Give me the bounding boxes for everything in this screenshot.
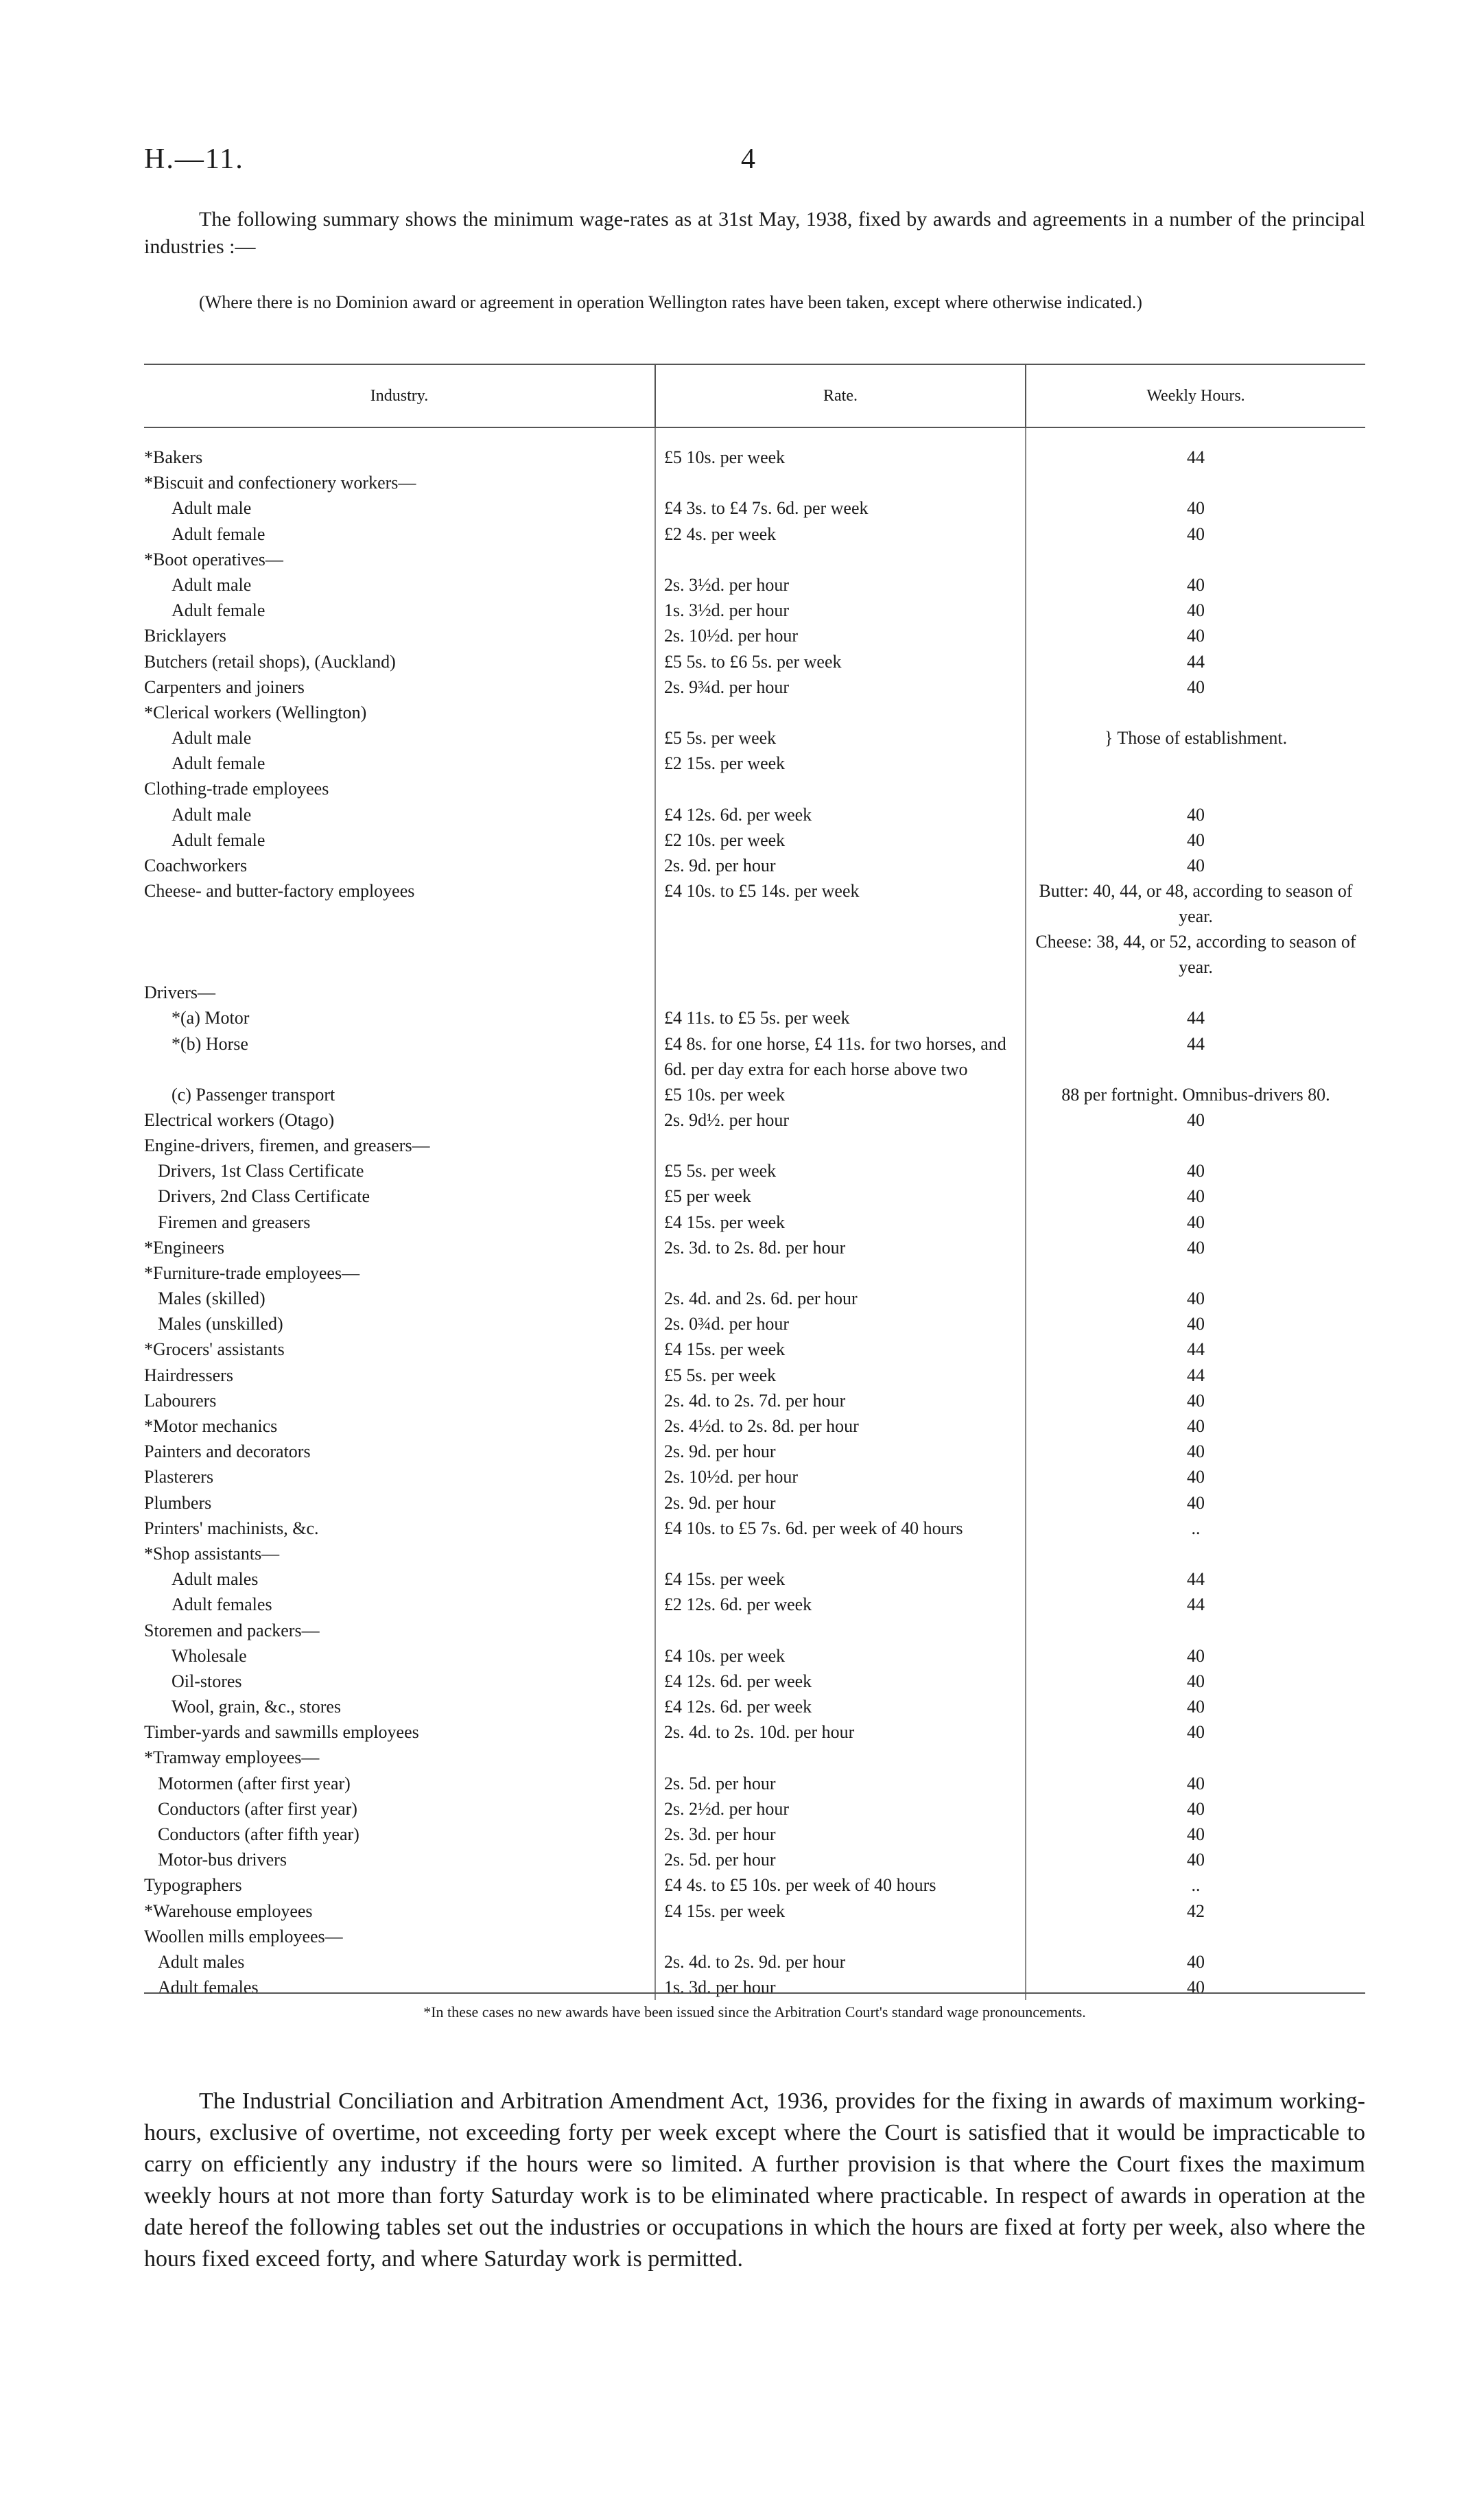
rate-cell: 2s. 9d. per hour: [655, 1490, 1026, 1516]
table-row: [144, 1592, 1365, 1617]
hours-cell: 40: [1187, 1109, 1205, 1130]
hours-cell: 40: [1187, 626, 1205, 646]
rate-cell: 2s. 9¾d. per hour: [655, 674, 1026, 700]
industry-cell: Adult females: [158, 1977, 259, 1998]
rate-cell: 2s. 3d. to 2s. 8d. per hour: [655, 1235, 1026, 1260]
rate-cell: £5 per week: [655, 1184, 1026, 1209]
industry-cell: Drivers, 1st Class Certificate: [158, 1161, 364, 1181]
table-body: [144, 427, 1365, 2000]
rate-cell: 2s. 2½d. per hour: [655, 1796, 1026, 1822]
rate-cell: £4 12s. 6d. per week: [655, 802, 1026, 827]
table-header-row: [144, 364, 1365, 427]
table-row: [144, 1235, 1365, 1260]
hours-cell: 44: [1187, 1339, 1205, 1360]
table-row: [144, 572, 1365, 598]
hours-cell: [1026, 700, 1365, 725]
table-row: [144, 1464, 1365, 1489]
wage-rates-table: [144, 364, 1365, 2000]
rate-cell: 2s. 3d. per hour: [655, 1822, 1026, 1847]
rate-cell: 2s. 5d. per hour: [655, 1771, 1026, 1796]
hours-cell: [1026, 1260, 1365, 1286]
industry-cell: *(b) Horse: [172, 1033, 248, 1054]
rate-cell: £4 4s. to £5 10s. per week of 40 hours: [655, 1872, 1026, 1898]
industry-cell: Storemen and packers—: [144, 1620, 320, 1640]
footnote-rule: [144, 1992, 1365, 1994]
hours-cell: 40: [1187, 1850, 1205, 1870]
rate-cell: 1s. 3d. per hour: [655, 1975, 1026, 2000]
industry-cell: *Warehouse employees: [144, 1900, 313, 1921]
industry-cell: Adult male: [172, 728, 252, 749]
industry-cell: Bricklayers: [144, 626, 226, 646]
industry-cell: Hairdressers: [144, 1365, 233, 1385]
hours-cell: 40: [1187, 523, 1205, 544]
hours-cell: 44: [1187, 1569, 1205, 1590]
table-row: [144, 1184, 1365, 1209]
industry-cell: *Boot operatives—: [144, 549, 283, 569]
table-row: [144, 1898, 1365, 1924]
industry-cell: Conductors (after first year): [158, 1798, 357, 1819]
industry-cell: *Grocers' assistants: [144, 1339, 285, 1360]
hours-cell: [1026, 547, 1365, 572]
hours-cell: ..: [1191, 1518, 1201, 1538]
industry-cell: Printers' machinists, &c.: [144, 1518, 319, 1538]
industry-cell: Wool, grain, &c., stores: [172, 1697, 342, 1717]
industry-cell: Oil-stores: [172, 1671, 242, 1691]
industry-cell: Firemen and greasers: [158, 1212, 311, 1232]
table-row: [144, 827, 1365, 853]
table-row: [144, 1771, 1365, 1796]
header-hours: Weekly Hours.: [1026, 364, 1365, 427]
table-row: [144, 853, 1365, 878]
hours-cell: 40: [1187, 1416, 1205, 1436]
hours-cell: 44: [1187, 447, 1205, 467]
industry-cell: Adult male: [172, 574, 252, 595]
rate-cell: 1s. 3½d. per hour: [655, 598, 1026, 623]
hours-cell: 40: [1187, 1314, 1205, 1334]
industry-cell: Butchers (retail shops), (Auckland): [144, 651, 396, 672]
rate-cell: 2s. 5d. per hour: [655, 1847, 1026, 1872]
table-row: [144, 1745, 1365, 1770]
hours-cell: Butter: 40, 44, or 48, according to season of year.: [1039, 881, 1353, 927]
hours-cell: 40: [1187, 1186, 1205, 1207]
table-row: [144, 1643, 1365, 1669]
hours-cell: 88 per fortnight. Omnibus-drivers 80.: [1061, 1084, 1330, 1105]
table-row: [144, 495, 1365, 521]
rate-cell: [655, 1541, 1026, 1566]
table-row: [144, 776, 1365, 801]
rate-cell: £4 8s. for one horse, £4 11s. for two horses, and 6d. per day extra for each horse above two: [655, 1031, 1026, 1082]
industry-cell: Adult female: [172, 523, 266, 544]
rate-cell: £5 5s. per week: [655, 725, 1026, 751]
industry-cell: *Shop assistants—: [144, 1543, 280, 1564]
table-row: [144, 427, 1365, 470]
table-row: [144, 1082, 1365, 1107]
rate-cell: £4 10s. per week: [655, 1643, 1026, 1669]
industry-cell: Electrical workers (Otago): [144, 1109, 335, 1130]
table-row: [144, 1005, 1365, 1031]
hours-cell: 40: [1187, 1492, 1205, 1513]
industry-cell: Adult females: [172, 1594, 272, 1615]
hours-cell: 40: [1187, 574, 1205, 595]
industry-cell: Typographers: [144, 1875, 242, 1896]
rate-cell: £2 10s. per week: [655, 827, 1026, 853]
hours-cell: [1026, 776, 1365, 801]
footnote: *In these cases no new awards have been issued since the Arbitration Court's standard wage pronouncements.: [423, 2003, 1086, 2021]
table-row: [144, 1975, 1365, 2000]
industry-cell: Woollen mills employees—: [144, 1926, 343, 1946]
hours-cell: 40: [1187, 1645, 1205, 1666]
hours-cell: 40: [1187, 1161, 1205, 1181]
industry-cell: *Clerical workers (Wellington): [144, 702, 367, 722]
table-row: [144, 878, 1365, 929]
rate-cell: [655, 980, 1026, 1005]
hours-cell: 40: [1187, 498, 1205, 519]
table-row: [144, 1336, 1365, 1362]
rate-cell: [655, 929, 1026, 980]
rate-cell: 2s. 4½d. to 2s. 8d. per hour: [655, 1413, 1026, 1439]
table-row: [144, 1439, 1365, 1464]
rate-cell: £4 15s. per week: [655, 1210, 1026, 1235]
rate-cell: £4 15s. per week: [655, 1898, 1026, 1924]
rate-cell: £4 3s. to £4 7s. 6d. per week: [655, 495, 1026, 521]
industry-cell: Adult female: [172, 600, 266, 621]
rate-cell: 2s. 9d. per hour: [655, 853, 1026, 878]
table-row: [144, 1286, 1365, 1311]
industry-cell: Males (unskilled): [158, 1314, 283, 1334]
rate-cell: 2s. 4d. and 2s. 6d. per hour: [655, 1286, 1026, 1311]
rate-cell: £5 10s. per week: [655, 1082, 1026, 1107]
industry-cell: Adult male: [172, 804, 252, 825]
rate-cell: [655, 547, 1026, 572]
hours-cell: 44: [1187, 651, 1205, 672]
table-row: [144, 1158, 1365, 1184]
table-row: [144, 674, 1365, 700]
table-row: [144, 1719, 1365, 1745]
industry-cell: *Motor mechanics: [144, 1416, 278, 1436]
industry-cell: Adult female: [172, 753, 266, 774]
table-row: [144, 1669, 1365, 1694]
hours-cell: 40: [1187, 1441, 1205, 1462]
document-reference: H.—11.: [144, 143, 244, 175]
industry-cell: Clothing-trade employees: [144, 779, 329, 799]
industry-cell: [144, 929, 655, 980]
table-row: [144, 598, 1365, 623]
table-row: [144, 1516, 1365, 1541]
rate-cell: [655, 1260, 1026, 1286]
table-row: [144, 470, 1365, 495]
table-row: [144, 521, 1365, 547]
table-row: [144, 1311, 1365, 1336]
industry-cell: Conductors (after fifth year): [158, 1824, 359, 1844]
industry-cell: *Biscuit and confectionery workers—: [144, 473, 416, 493]
table-row: [144, 1618, 1365, 1643]
industry-cell: (c) Passenger transport: [172, 1084, 335, 1105]
rate-cell: [655, 1745, 1026, 1770]
rate-cell: 2s. 9d½. per hour: [655, 1107, 1026, 1133]
industry-cell: Carpenters and joiners: [144, 676, 305, 697]
act-paragraph: The Industrial Conciliation and Arbitration Amendment Act, 1936, provides for the fixing in awards of maximum working-hours, exclusive of overtime, not exceeding forty per week except where the Court is satisfied that it would be impracticable to carry on efficiently any industry if the hours were so limited. A further provision is that where the Court fixes the maximum weekly hours at not more than forty Saturday work is to be eliminated where practicable. In respect of awards in operation at the date hereof the following tables set out the industries or occupations in which the hours are fixed at forty per week, also where the hours fixed exceed forty, and where Saturday work is permitted.: [144, 2088, 1365, 2272]
rate-cell: [655, 700, 1026, 725]
industry-cell: Adult male: [172, 498, 252, 519]
table-row: [144, 1566, 1365, 1592]
page-header: [144, 143, 1365, 184]
table-row: [144, 1694, 1365, 1719]
hours-cell: [1026, 1618, 1365, 1643]
table-row: [144, 1031, 1365, 1082]
header-rate: Rate.: [655, 364, 1026, 427]
industry-cell: Drivers, 2nd Class Certificate: [158, 1186, 370, 1207]
rate-cell: [655, 470, 1026, 495]
table-row: [144, 649, 1365, 674]
rate-cell: £4 12s. 6d. per week: [655, 1669, 1026, 1694]
table-row: [144, 1949, 1365, 1975]
rate-cell: [655, 1133, 1026, 1158]
hours-cell: 40: [1187, 1697, 1205, 1717]
table-row: [144, 929, 1365, 980]
rate-cell: [655, 1618, 1026, 1643]
industry-cell: Adult males: [158, 1951, 245, 1972]
industry-cell: Motormen (after first year): [158, 1773, 351, 1793]
table-row: [144, 1388, 1365, 1413]
rate-cell: £4 15s. per week: [655, 1566, 1026, 1592]
rate-cell: 2s. 4d. to 2s. 10d. per hour: [655, 1719, 1026, 1745]
rate-cell: £4 12s. 6d. per week: [655, 1694, 1026, 1719]
industry-cell: Males (skilled): [158, 1288, 266, 1309]
industry-cell: Labourers: [144, 1390, 217, 1411]
industry-cell: *(a) Motor: [172, 1008, 250, 1028]
hours-cell: 44: [1187, 1033, 1205, 1054]
table-row: [144, 1413, 1365, 1439]
rate-cell: [655, 776, 1026, 801]
industry-cell: Plumbers: [144, 1492, 212, 1513]
hours-cell: [1026, 1745, 1365, 1770]
rate-cell: 2s. 0¾d. per hour: [655, 1311, 1026, 1336]
table-row: [144, 1822, 1365, 1847]
table-row: [144, 802, 1365, 827]
rate-cell: £5 5s. per week: [655, 1363, 1026, 1388]
industry-cell: Adult female: [172, 829, 266, 850]
industry-cell: Cheese- and butter-factory employees: [144, 881, 415, 902]
table-row: [144, 1847, 1365, 1872]
table-row: [144, 1541, 1365, 1566]
hours-cell: } Those of establishment.: [1104, 728, 1288, 749]
hours-cell: [1026, 751, 1365, 776]
table-row: [144, 1210, 1365, 1235]
table-row: [144, 1133, 1365, 1158]
hours-cell: 40: [1187, 804, 1205, 825]
hours-cell: 40: [1187, 1671, 1205, 1691]
table-row: [144, 700, 1365, 725]
hours-cell: 42: [1187, 1900, 1205, 1921]
hours-cell: 40: [1187, 1390, 1205, 1411]
rate-cell: £5 10s. per week: [655, 427, 1026, 470]
industry-cell: Adult males: [172, 1569, 259, 1590]
industry-cell: Plasterers: [144, 1467, 214, 1487]
hours-cell: 40: [1187, 1237, 1205, 1258]
hours-cell: [1026, 1541, 1365, 1566]
hours-cell: 40: [1187, 856, 1205, 875]
hours-cell: 40: [1187, 829, 1205, 850]
hours-cell: [1026, 470, 1365, 495]
table-row: [144, 751, 1365, 776]
header-industry: Industry.: [144, 364, 655, 427]
table-row: [144, 1490, 1365, 1516]
rate-cell: £5 5s. per week: [655, 1158, 1026, 1184]
rate-cell: £2 15s. per week: [655, 751, 1026, 776]
hours-cell: 40: [1187, 1467, 1205, 1487]
intro-paragraph: The following summary shows the minimum wage-rates as at 31st May, 1938, fixed by awards and agreements in a number of the principal industries :—: [144, 208, 1365, 258]
table-row: [144, 1107, 1365, 1133]
rate-cell: £2 12s. 6d. per week: [655, 1592, 1026, 1617]
hours-cell: 40: [1187, 1212, 1205, 1232]
hours-cell: 44: [1187, 1365, 1205, 1385]
rate-cell: 2s. 3½d. per hour: [655, 572, 1026, 598]
hours-cell: 40: [1187, 1951, 1205, 1972]
hours-cell: 44: [1187, 1008, 1205, 1028]
industry-cell: *Furniture-trade employees—: [144, 1262, 360, 1283]
industry-cell: *Engineers: [144, 1237, 224, 1258]
hours-cell: [1026, 1924, 1365, 1949]
hours-cell: [1026, 980, 1365, 1005]
table-row: [144, 1796, 1365, 1822]
hours-cell: 40: [1187, 1288, 1205, 1309]
table-row: [144, 1260, 1365, 1286]
hours-cell: 40: [1187, 1773, 1205, 1793]
rate-cell: 2s. 4d. to 2s. 7d. per hour: [655, 1388, 1026, 1413]
rate-cell: £4 10s. to £5 14s. per week: [655, 878, 1026, 929]
rate-cell: £4 10s. to £5 7s. 6d. per week of 40 hours: [655, 1516, 1026, 1541]
industry-cell: Motor-bus drivers: [158, 1850, 287, 1870]
rate-cell: 2s. 10½d. per hour: [655, 1464, 1026, 1489]
table-row: [144, 1924, 1365, 1949]
industry-cell: Painters and decorators: [144, 1441, 311, 1462]
industry-cell: Drivers—: [144, 982, 215, 1003]
rate-cell: 2s. 4d. to 2s. 9d. per hour: [655, 1949, 1026, 1975]
table-row: [144, 980, 1365, 1005]
rate-cell: £4 15s. per week: [655, 1336, 1026, 1362]
hours-cell: 40: [1187, 1798, 1205, 1819]
hours-cell: 40: [1187, 676, 1205, 697]
rate-cell: [655, 1924, 1026, 1949]
rate-cell: 2s. 10½d. per hour: [655, 623, 1026, 648]
rate-cell: £5 5s. to £6 5s. per week: [655, 649, 1026, 674]
rates-note: (Where there is no Dominion award or agreement in operation Wellington rates have been taken, except where otherwise indicated.): [199, 292, 1142, 312]
industry-cell: Timber-yards and sawmills employees: [144, 1722, 419, 1743]
industry-cell: Wholesale: [172, 1645, 247, 1666]
hours-cell: 44: [1187, 1594, 1205, 1615]
hours-cell: 40: [1187, 1824, 1205, 1844]
page-number: 4: [741, 143, 755, 175]
hours-cell: Cheese: 38, 44, or 52, according to season of year.: [1035, 932, 1356, 978]
table-row: [144, 623, 1365, 648]
table-row: [144, 1363, 1365, 1388]
rate-cell: 2s. 9d. per hour: [655, 1439, 1026, 1464]
table-row: [144, 1872, 1365, 1898]
hours-cell: 40: [1187, 1977, 1205, 1998]
table-row: [144, 725, 1365, 751]
rate-cell: £4 11s. to £5 5s. per week: [655, 1005, 1026, 1031]
hours-cell: 40: [1187, 1722, 1205, 1743]
industry-cell: *Tramway employees—: [144, 1747, 320, 1768]
industry-cell: Coachworkers: [144, 856, 248, 875]
rate-cell: £2 4s. per week: [655, 521, 1026, 547]
hours-cell: ..: [1191, 1875, 1201, 1896]
hours-cell: 40: [1187, 600, 1205, 621]
industry-cell: *Bakers: [144, 447, 203, 467]
hours-cell: [1026, 1133, 1365, 1158]
industry-cell: Engine-drivers, firemen, and greasers—: [144, 1135, 430, 1155]
table-row: [144, 547, 1365, 572]
